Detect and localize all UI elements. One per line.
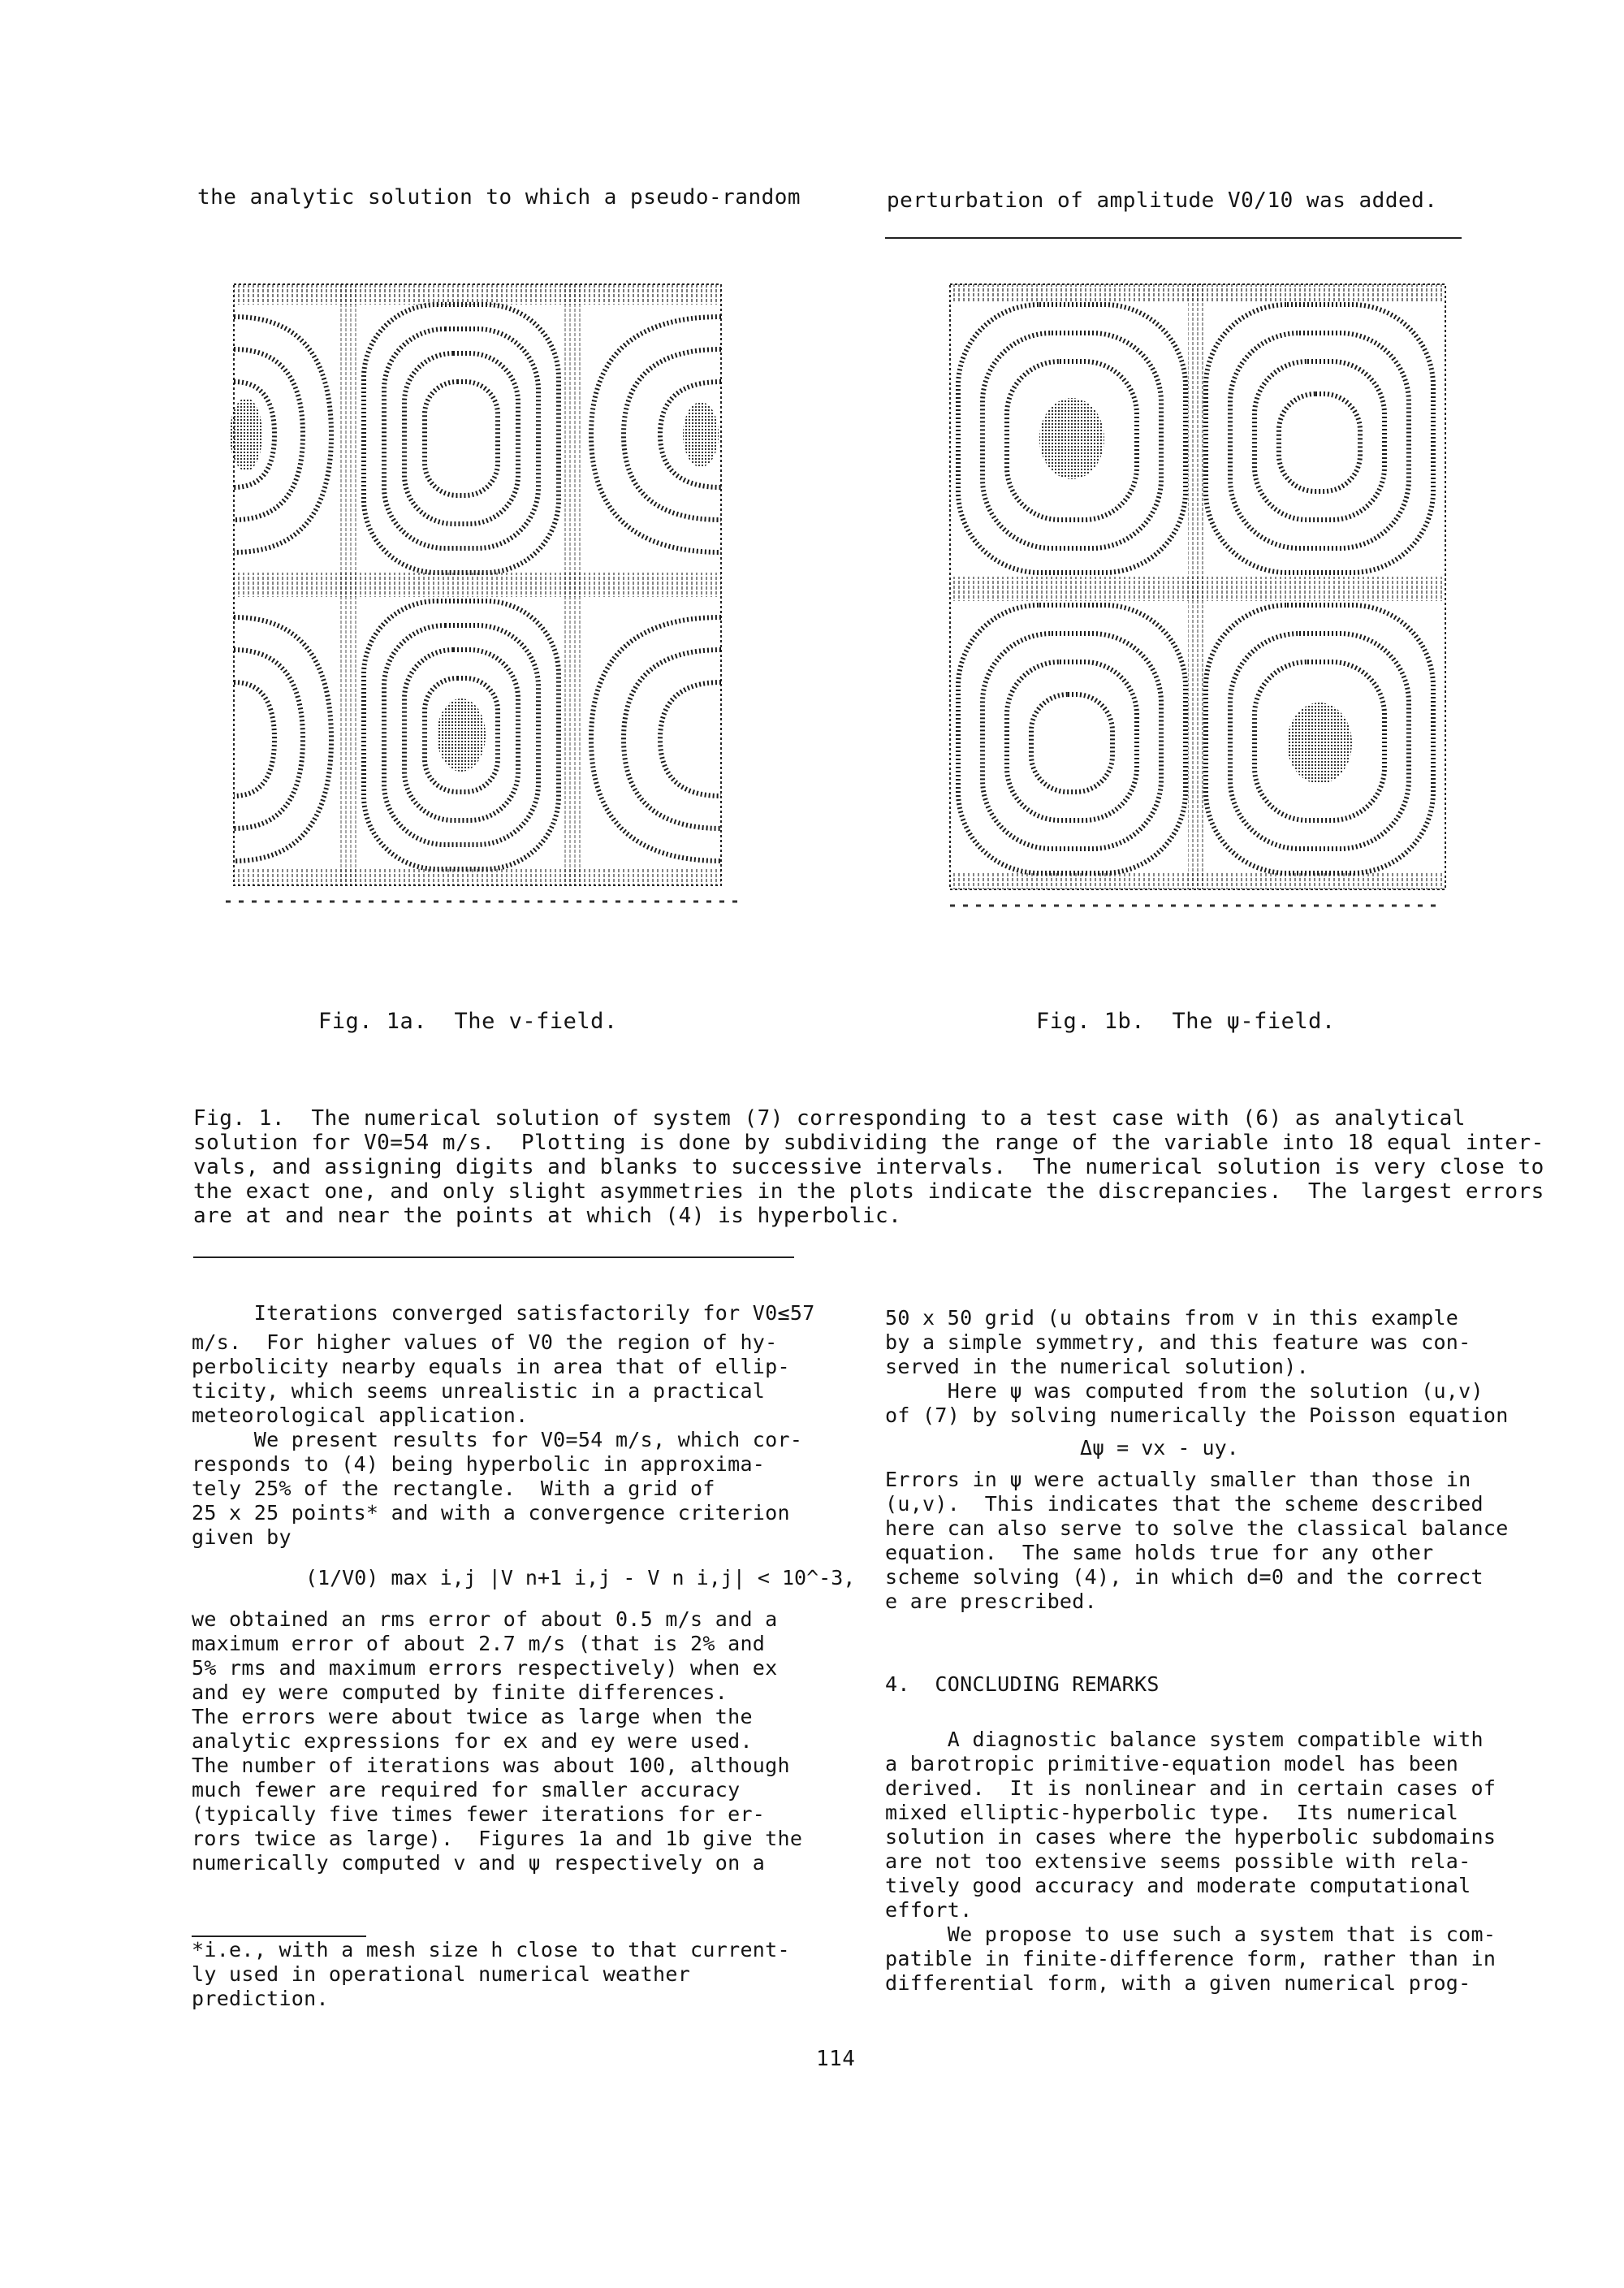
paragraph-line: scheme solving (4), in which d=0 and the correct (885, 1565, 1484, 1589)
footnote-line: *i.e., with a mesh size h close to that current- (192, 1938, 790, 1961)
fig1b-plot (938, 264, 1458, 914)
paragraph-line: numerically computed v and ψ respectively on a (192, 1851, 766, 1875)
fig1a-caption: Fig. 1a. The v-field. (318, 1009, 618, 1034)
header-left: the analytic solution to which a pseudo-random (197, 185, 801, 210)
paragraph-line: here can also serve to solve the classical balance (885, 1516, 1509, 1540)
figure-caption-line: the exact one, and only slight asymmetries in the plots indicate the discrepancies. The largest errors (193, 1179, 1544, 1204)
figure-caption-line: vals, and assigning digits and blanks to successive intervals. The numerical solution is very close to (193, 1155, 1544, 1179)
paragraph-line: given by (192, 1525, 292, 1549)
paragraph-line: solution in cases where the hyperbolic subdomains (885, 1825, 1497, 1849)
section-heading: 4. CONCLUDING REMARKS (885, 1672, 1160, 1696)
paragraph-line: effort. (885, 1898, 973, 1922)
paragraph-line: and ey were computed by finite differences. (192, 1680, 728, 1704)
paragraph-line: perbolicity nearby equals in area that of ellip- (192, 1355, 790, 1378)
paragraph-line: The number of iterations was about 100, although (192, 1754, 790, 1777)
paragraph-line: tely 25% of the rectangle. With a grid of (192, 1477, 715, 1500)
paragraph-line: meteorological application. (192, 1404, 529, 1427)
paragraph-line: e are prescribed. (885, 1589, 1097, 1613)
convergence-equation: (1/V0) max i,j |V n+1 i,j - V n i,j| < 10^-3, (305, 1566, 856, 1589)
paragraph-line: 50 x 50 grid (u obtains from v in this example (885, 1306, 1459, 1330)
page-number: 114 (816, 2047, 856, 2071)
fig1b-caption: Fig. 1b. The ψ-field. (1036, 1009, 1336, 1034)
figure-caption-line: Fig. 1. The numerical solution of system (7) corresponding to a test case with (6) as analytical (193, 1106, 1466, 1131)
footnote-line: ly used in operational numerical weather (192, 1962, 691, 1986)
paragraph-line: maximum error of about 2.7 m/s (that is 2% and (192, 1632, 766, 1655)
figure-caption-line: are at and near the points at which (4) is hyperbolic. (193, 1204, 902, 1228)
paragraph-line: We propose to use such a system that is com- (885, 1923, 1497, 1946)
paragraph-line: by a simple symmetry, and this feature was con- (885, 1330, 1471, 1354)
figure-caption (193, 1106, 1544, 1228)
header-rule (885, 237, 1462, 239)
paragraph-line: 5% rms and maximum errors respectively) when ex (192, 1656, 778, 1680)
paragraph-line: Errors in ψ were actually smaller than those in (885, 1468, 1471, 1491)
figure-caption-line: solution for V0=54 m/s. Plotting is done by subdividing the range of the variable into 18 equal inter- (193, 1131, 1544, 1155)
paragraph-line: served in the numerical solution). (885, 1355, 1309, 1378)
paragraph-line: we obtained an rms error of about 0.5 m/s and a (192, 1607, 778, 1631)
paragraph-line: responds to (4) being hyperbolic in approxima- (192, 1452, 766, 1476)
paragraph-line: of (7) by solving numerically the Poisson equation (885, 1404, 1509, 1427)
poisson-equation: Δψ = vx - uy. (1080, 1436, 1239, 1460)
footnote-rule (192, 1936, 366, 1937)
left-column (192, 1301, 856, 1875)
paragraph-line: much fewer are required for smaller accuracy (192, 1778, 741, 1801)
paragraph-line: equation. The same holds true for any other (885, 1541, 1434, 1564)
paragraph-line: differential form, with a given numerical prog- (885, 1971, 1471, 1995)
paragraph-line: Iterations converged satisfactorily for V0≤57 (192, 1301, 815, 1325)
fig1a-svg (218, 260, 754, 910)
paragraph-line: analytic expressions for ex and ey were used. (192, 1729, 753, 1753)
paragraph-line: a barotropic primitive-equation model has been (885, 1752, 1459, 1775)
paragraph-line: ticity, which seems unrealistic in a practical (192, 1379, 766, 1403)
right-column (885, 1306, 1509, 1996)
paragraph-line: (u,v). This indicates that the scheme described (885, 1492, 1484, 1516)
paragraph-line: The errors were about twice as large when the (192, 1705, 753, 1728)
paragraph-line: 25 x 25 points* and with a convergence criterion (192, 1501, 790, 1525)
paragraph-line: We present results for V0=54 m/s, which cor- (192, 1428, 803, 1451)
caption-rule (193, 1256, 794, 1258)
footnote-line: prediction. (192, 1987, 329, 2010)
paragraph-line: mixed elliptic-hyperbolic type. Its numerical (885, 1801, 1459, 1824)
paragraph-line: tively good accuracy and moderate computational (885, 1874, 1471, 1897)
footnote (192, 1938, 790, 2011)
header-right: perturbation of amplitude V0/10 was added. (887, 188, 1438, 213)
paragraph-line: (typically five times fewer iterations for er- (192, 1802, 766, 1826)
paragraph-line: derived. It is nonlinear and in certain cases of (885, 1776, 1497, 1800)
paragraph-line: are not too extensive seems possible with rela- (885, 1849, 1471, 1873)
paragraph-line: m/s. For higher values of V0 the region of hy- (192, 1330, 778, 1354)
fig1b-svg (938, 264, 1458, 914)
paragraph-line: Here ψ was computed from the solution (u,v) (885, 1379, 1484, 1403)
paragraph-line: rors twice as large). Figures 1a and 1b give the (192, 1827, 803, 1850)
fig1a-plot (218, 260, 754, 910)
paragraph-line: A diagnostic balance system compatible with (885, 1728, 1484, 1751)
paragraph-line: patible in finite-difference form, rather than in (885, 1947, 1497, 1970)
